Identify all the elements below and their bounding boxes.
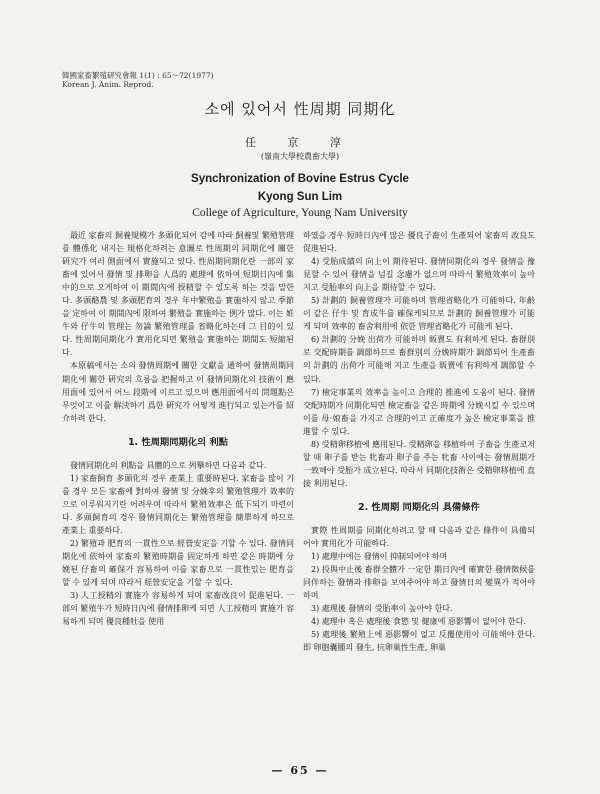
right-column	[303, 229, 535, 654]
affiliation-en: College of Agriculture, Young Nam University	[192, 207, 408, 219]
affiliation-ko: (嶺南大學校農畜大學)	[260, 152, 340, 161]
section-1-item-3: 3) 人工授精의 實施가 容易하게 되며 家畜改良이 促進된다. 一部의 繁殖牛가 短時日內에 發情排卵케 되면 人工授精의 實施가 容易하게 되며 優良種牡을 使用	[62, 591, 294, 627]
section-2-item-1: 1) 處理中에는 發情이 抑制되어야 하며	[311, 552, 448, 562]
section-1-item-1: 1) 家畜飼育 多頭化의 경우 產業上 重要時된다. 家畜을 많이 기를 경우 모든 家畜에 對하여 發情 및 分娩후의 繁殖管理가 效率的으로 이루워지기란 어려우며 따라서 繁殖效率은 低下되기 마련이다. 多頭飼育의 경우 發情同期化는 繁殖管理를 簡單하게 하므로 產業上 重要하다.	[62, 473, 294, 535]
author-name-en: Kyong Sun Lim	[257, 191, 343, 203]
section-2-heading: 2. 性周期 同期化의 具備條件	[358, 501, 480, 513]
section-1-item-6: 6) 計劃的 分娩 出荷가 可能하며 販賣도 有利하게 된다. 畜群別로 交配時期를 調節하므로 畜群別의 分娩時期가 調節되어 生產畜의 計劃的 出荷가 可能해 지고 生產을 販賣에 有利하게 調節할 수 있다.	[303, 335, 535, 384]
section-1-heading: 1. 性周期同期化의 利點	[128, 436, 228, 448]
section-1-intro: 發情同期化의 利點을 具體的으로 列擧하면 다음과 같다.	[70, 460, 267, 470]
author-name-ko: 任 京 淳	[245, 136, 355, 149]
section-1-item-2: 2) 繁殖과 肥育의 一貫性으로 經營安定을 기할 수 있다. 發情同期化에 依하여 家畜의 繁殖時期를 固定하게 하면 같은 時期에 分娩된 仔畜의 確保가 容易하여 이를 家畜으로 一貫性있는 肥育을 할 수 있게 되며 따라서 經營安定을 기할 수 있다.	[62, 539, 294, 588]
paper-title-ko: 소에 있어서 性周期 同期化	[204, 100, 396, 118]
journal-header	[62, 71, 214, 89]
section-1-item-3-continued: 하였을 경우 短時日內에 많은 優良子畜이 生產되어 家畜의 改良도 促進된다.	[303, 231, 535, 254]
intro-paragraph-1: 最近 家畜의 飼養規模가 多頭化되어 감에 따라 飼養및 繁殖管理를 體係化 내지는 規格化하려는 意圖로 性周期의 同期化에 關한 硏究가 여러 側面에서 實施되고 있다. 性周期同期化란 一部의 家畜에 있어서 發情 및 排卵을 人爲的 處理에 依하여 短期日內에 集中的으로 오게하여 이 期間內에 授精할 수 있도록 하는 것을 말한다. 多頭酪農 및 多頭肥育의 경우 年中繁殖을 實施하지 않고 季節을 定하여 이 期間內에 限하여 繁殖을 實施하는 例가 많다. 이는 姙牛와 仔牛의 管理는 勿論 繁殖管理를 省略化하는데 그 目的이 있다. 性周期同期化가 實用化되면 繁殖을 實施하는 期間도 短縮된다.	[62, 231, 294, 358]
page-number: — 65 —	[271, 764, 329, 777]
section-2-item-2: 2) 投與中止後 畜群全體가 一定한 期日內에 確實한 發情徵候를 同伴하는 發情과 排卵을 보여주어야 하고 發情日의 變異가 적어야 하며	[303, 565, 535, 601]
section-1-item-8: 8) 受精卵移植에 應用된다. 受精卵을 移植하여 子畜을 生產코저 할 때 卵子를 받는 牝畜과 卵子를 주는 牝畜 사이에는 發情周期가 一致해야 受胎가 成立된다. 따라서 同期化技術은 受精卵移植에 直接 利用된다.	[303, 439, 535, 488]
left-column	[62, 229, 294, 628]
section-1-item-5: 5) 計劃的 飼養管理가 可能하며 管理省略化가 可能하다. 年齡이 같은 仔牛 및 育成牛를 確保케되므로 計劃的 飼養管理가 可能케 되며 效率的 畜舍利用에 依한 管理省略化가 可能케 된다.	[303, 296, 535, 332]
journal-citation-en: Korean J. Anim. Reprod.	[62, 80, 154, 89]
section-2-item-5: 5) 處理後 繁殖上에 惡影響이 없고 反覆使用이 可能해야 한다. 即 卵胞囊腫의 發生, 抗卵巢性生產, 卵巢	[303, 630, 535, 653]
paper-title-en: Synchronization of Bovine Estrus Cycle	[191, 173, 409, 185]
section-2-item-3: 3) 處理後 發情의 受胎率이 높아야 한다.	[311, 604, 453, 614]
intro-paragraph-2: 本原稿에서는 소의 發情周期에 關한 文獻을 通하여 發情周期同期化에 關한 硏究의 흐름을 把握하고 이 發情同期化의 技術이 應用面에 있어서 어느 段階에 이르고 있으며 應用面에서의 問題點은 무엇이고 이를 解決하기 爲한 硏究가 어떻게 進行되고 있는가를 紹介하려 한다.	[62, 361, 294, 423]
section-2-intro: 實際 性周期를 同期化하려고 할 때 다음과 같은 條件이 具備되어야 實用化가 可能하다.	[303, 525, 535, 549]
section-1-item-7: 7) 檢定事業의 效率을 높이고 合理的 推進에 도움이 된다. 發情交配時期가 同期化되면 檢定畜을 같은 時期에 分娩시킬 수 있으며 이를 母·娘畜을 가지고 合理的이고 正確度가 높은 檢定事業을 推進할 수 있다.	[303, 387, 535, 436]
journal-citation-ko: 韓國家畜繁殖研究會報 1(1) : 65～72(1977)	[62, 71, 214, 80]
section-1-item-4: 4) 受胎成績의 向上이 期待된다. 發情同期化의 경우 發情을 豫見할 수 있어 發情을 넘길 念慮가 없으며 따라서 繁殖效率이 높아지고 受胎率의 向上을 期待할 수 있다.	[303, 257, 535, 293]
section-2-item-4: 4) 處理中 혹은 處理後 食慾 및 健康에 惡影響이 없어야 한다.	[311, 617, 526, 627]
